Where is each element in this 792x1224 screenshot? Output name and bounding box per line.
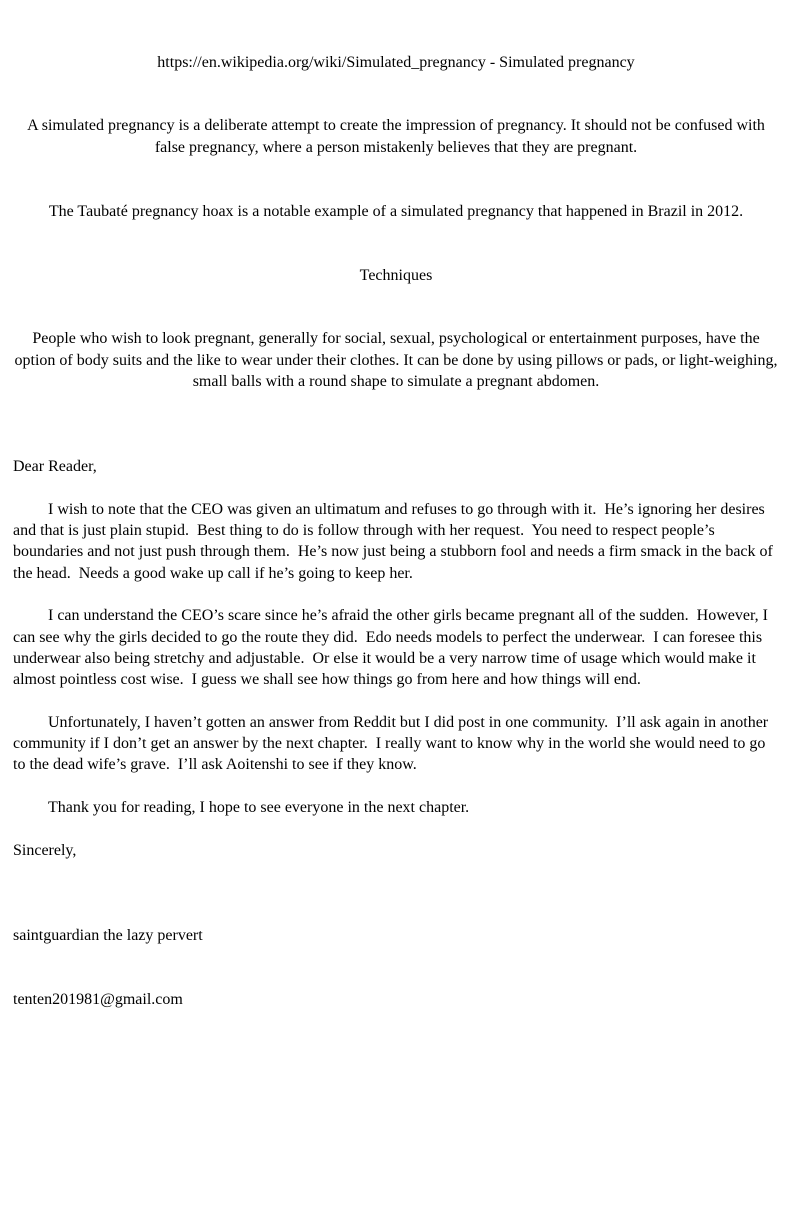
letter-paragraph-4: Thank you for reading, I hope to see everyone in the next chapter. xyxy=(48,798,470,816)
signature-email: tenten201981@gmail.com xyxy=(13,990,183,1008)
excerpt-paragraph-3: People who wish to look pregnant, generally for social, sexual, psychological or entertainment purposes, have the option of body suits and the like to wear under their clothes. It can be done by using pillows or pads, or light-weighing, small balls with a round shape to simulate a pregnant abdomen. xyxy=(14,330,782,391)
letter-paragraph-3: Unfortunately, I haven’t gotten an answer from Reddit but I did post in one community. I’ll ask again in another community if I don’t get an answer by the next chapter. I really want to know why in the world she would need to go to the dead wife’s grave. I’ll ask Aoitenshi to see if they know. xyxy=(13,713,773,774)
closing: Sincerely, xyxy=(13,841,77,859)
excerpt-paragraph-2: The Taubaté pregnancy hoax is a notable example of a simulated pregnancy that happened in Brazil in 2012. xyxy=(48,202,744,220)
section-title: Techniques xyxy=(359,266,433,284)
letter-paragraph-2: I can understand the CEO’s scare since he’s afraid the other girls became pregnant all of the sudden. However, I can see why the girls decided to go the route they did. Edo needs models to perfect the underwear. I can foresee this underwear also being stretchy and adjustable. Or else it would be a very narrow time of usage which would make it almost pointless cost wise. I guess we shall see how things go from here and how things will end. xyxy=(13,607,772,689)
wikipedia-excerpt-block xyxy=(13,9,782,435)
signature-name: saintguardian the lazy pervert xyxy=(13,926,203,944)
signature-block xyxy=(13,882,779,1052)
letter-paragraph-1: I wish to note that the CEO was given an ultimatum and refuses to go through with it. He’s ignoring her desires and that is just plain stupid. Best thing to do is follow through with her request. You need to respect people’s boundaries and not just push through them. He’s now just being a stubborn fool and needs a firm smack in the back of the head. Needs a good wake up call if he’s going to keep her. xyxy=(13,500,777,582)
salutation: Dear Reader, xyxy=(13,458,97,476)
source-url-line: https://en.wikipedia.org/wiki/Simulated_pregnancy - Simulated pregnancy xyxy=(157,53,635,71)
excerpt-paragraph-1: A simulated pregnancy is a deliberate attempt to create the impression of pregnancy. It should not be confused with false pregnancy, where a person mistakenly believes that they are pregnant. xyxy=(27,117,769,156)
